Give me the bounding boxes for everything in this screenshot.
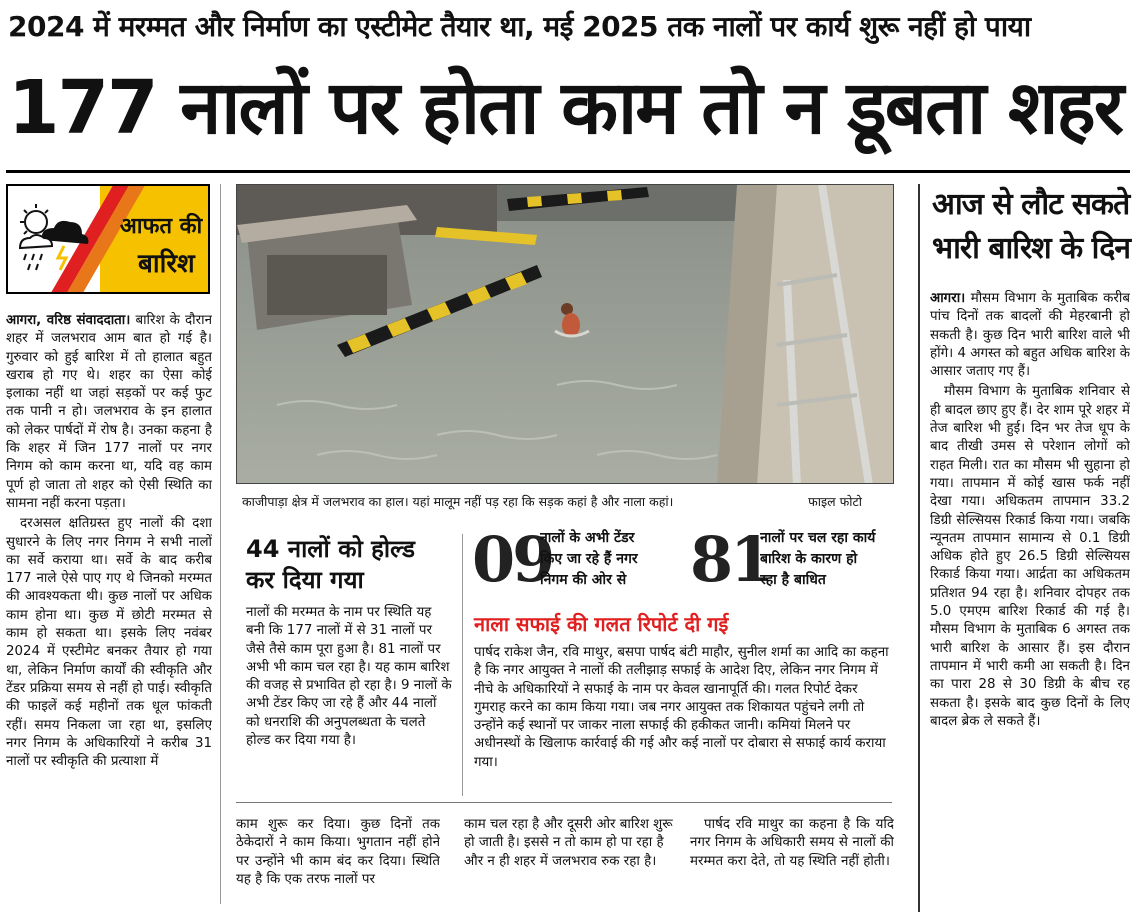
hold-heading-line1: 44 नालों को होल्ड — [246, 535, 415, 563]
photo-caption-text: काजीपाड़ा क्षेत्र में जलभराव का हाल। यहां मालूम नहीं पड़ रहा कि सड़क कहां है और नाला कहां। — [242, 494, 674, 509]
headline-rule — [6, 170, 1130, 173]
right-paragraph-2: मौसम विभाग के मुताबिक शनिवार से ही बादल छाए हुए हैं। देर शाम पूरे शहर में तेज बारिश भी हुई। दिन भर तेज धूप के बाद तीखी उमस से परेशान लोगों को राहत मिली। रात का मौसम भी सुहाना हो गया। तापमान में कोई खास फर्क नहीं देखा गया। अधिकतम तापमान 33.2 डिग्री सेल्सियस रिकार्ड किया गया। जबकि न्यूनतम तापमान सामान्य से 0.1 डिग्री अधिक होते हुए 26.5 डिग्री सेल्सियस रिकार्ड किया गया। आर्द्रता का अधिकतम प्रतिशत 94 रहा है। शनिवार दोपहर तक 5.0 एमएम बारिश रिकार्ड की गई है। मौसम विभाग के मुताबिक 6 अगस्त तक भारी बारिश के आसार हैं। इस दौरान तापमान में भारी कमी आ सकती है। दिन का पारा 28 से 30 डिग्री के बीच रह सकता है। इसके बाद कुछ दिनों के लिए बादल ब्रेक ले सकते हैं। — [930, 384, 1130, 729]
hold-box-text: नालों की मरम्मत के नाम पर स्थिति यह बनी कि 177 नालों में से 31 नालों पर जैसे तैसे काम पूरा हुआ है। 81 नालों पर अभी भी काम चल रहा है। यह काम बारिश की वजह से प्रभावित हो रहा है। 9 नालों के अभी टेंडर किए जा रहे हैं और 44 नालों को धनराशि की अनुपलब्धता के चलते होल्ड कर दिया गया है। — [246, 605, 452, 749]
right-article-column — [930, 290, 1130, 910]
stat-text-09: नालों के अभी टेंडर किए जा रहे हैं नगर निगम की ओर से — [540, 530, 638, 588]
right-dateline: आगरा। — [930, 291, 966, 306]
logo-text-line1: आफत की — [120, 214, 203, 239]
aafat-ki-baarish-logo — [6, 184, 210, 294]
bottom-column-1: काम शुरू कर दिया। कुछ दिनों तक ठेकेदारों ने काम किया। भुगतान नहीं होने पर उन्होंने भी काम बंद कर दिया। स्थिति यह है कि एक तरफ नालों पर — [236, 817, 440, 887]
storm-cloud-icon — [12, 200, 92, 280]
hold-heading-line2: कर दिया गया — [246, 566, 364, 594]
photo-caption — [242, 492, 892, 514]
right-heading-line1: आज से लौट सकते — [932, 187, 1130, 222]
flooded-street-image — [237, 185, 894, 484]
bottom-column-3 — [690, 816, 894, 908]
stat-number-09: 09 — [472, 523, 553, 596]
report-heading: नाला सफाई की गलत रिपोर्ट दी गई — [474, 612, 729, 636]
photo-credit: फाइल फोटो — [808, 494, 862, 509]
column-divider-middle — [462, 534, 463, 796]
bottom-column-2: काम चल रहा है और दूसरी ओर बारिश शुरू हो जाती है। इससे न तो काम हो पा रहा है और न ही शहर में जलभराव रुक रहा है। — [464, 817, 673, 869]
right-paragraph-1: मौसम विभाग के मुताबिक करीब पांच दिनों तक बादलों की मेहरबानी हो सकती है। कुछ दिन भारी बारिश वाले भी होंगे। 4 अगस्त को बहुत अधिक बारिश के आसार जताए गए हैं। — [930, 291, 1130, 380]
stat-number-81: 81 — [690, 523, 771, 596]
kicker-headline: 2024 में मरम्मत और निर्माण का एस्टीमेट तैयार था, मई 2025 तक नालों पर कार्य शुरू नहीं हो पाया — [8, 10, 1031, 43]
column-divider-left — [220, 184, 221, 904]
main-headline: 177 नालों पर होता काम तो न डूबता शहर — [8, 65, 1122, 151]
left-paragraph-1: बारिश के दौरान शहर में जलभराव आम बात हो गई है। गुरुवार को हुई बारिश में तो हालात बहुत खराब हो गए थे। शहर का ऐसा कोई इलाका नहीं था जहां सड़कों पर कई फुट तक पानी न हो। जलभराव के इन हालात को लेकर पार्षदों में रोष है। उनका कहना है कि शहर में जिन 177 नालों पर नगर निगम को काम करना था, यदि वह काम पूर्ण हो जाता तो शहर को ऐसी स्थिति का सामना नहीं करना पड़ता। — [6, 313, 212, 511]
bottom-section-rule — [236, 802, 892, 803]
left-article-column — [6, 312, 212, 912]
right-heading-line2: भारी बारिश के दिन — [932, 231, 1130, 266]
column-divider-right — [918, 184, 920, 912]
stat-text-81: नालों पर चल रहा कार्य बारिश के कारण हो रहा है बाधित — [760, 530, 876, 588]
hold-box-heading — [246, 534, 456, 598]
logo-text-line2: बारिश — [138, 249, 195, 279]
waterlogging-photo — [236, 184, 894, 484]
left-paragraph-2: दरअसल क्षतिग्रस्त हुए नालों की दशा सुधारने के लिए नगर निगम ने सभी नालों का सर्वे कराया था। सर्वे के बाद करीब 177 नाले ऐसे पाए गए थे जिनको मरम्मत की आवश्यकता थी। कुछ नालों पर अधिक काम होना था। कुछ में छोटी मरम्मत से काम हो सकता था। इसके लिए नवंबर 2024 में एस्टीमेट बनकर तैयार हो गया था, लेकिन निर्माण कार्यों की स्वीकृति और टेंडर प्रक्रिया समय से नहीं हो पाई। स्वीकृति की फाइलें कई महीनों तक धूल फांकती रहीं। समय निकला जा रहा था, इसलिए नगर निगम के अधिकारियों ने करीब 31 नालों पर स्वीकृति की प्रत्याशा में — [6, 516, 212, 770]
report-text: पार्षद राकेश जैन, रवि माथुर, बसपा पार्षद बंटी माहौर, सुनील शर्मा का आदि का कहना है कि नगर आयुक्त ने नालों की तलीझाड़ सफाई के आदेश दिए, लेकिन नगर निगम में नीचे के अधिकारियों ने सफाई के नाम पर केवल खानापूर्ति की। गलत रिपोर्ट देकर गुमराह करने का काम किया गया। जब नगर आयुक्त तक शिकायत पहुंचने लगी तो उन्होंने कई स्थानों पर जाकर नाला सफाई की हकीकत जानी। कमियां मिलने पर अधीनस्थों के खिलाफ कार्रवाई की गई और कई नालों पर दोबारा से सफाई कार्य कराया गया। — [474, 645, 889, 770]
bottom-column-3-text: पार्षद रवि माथुर का कहना है कि यदि नगर निगम के अधिकारी समय से नालों की मरम्मत करा देते, तो यह स्थिति नहीं होती। — [690, 817, 894, 869]
left-dateline: आगरा, वरिष्ठ संवाददाता। — [6, 313, 131, 328]
